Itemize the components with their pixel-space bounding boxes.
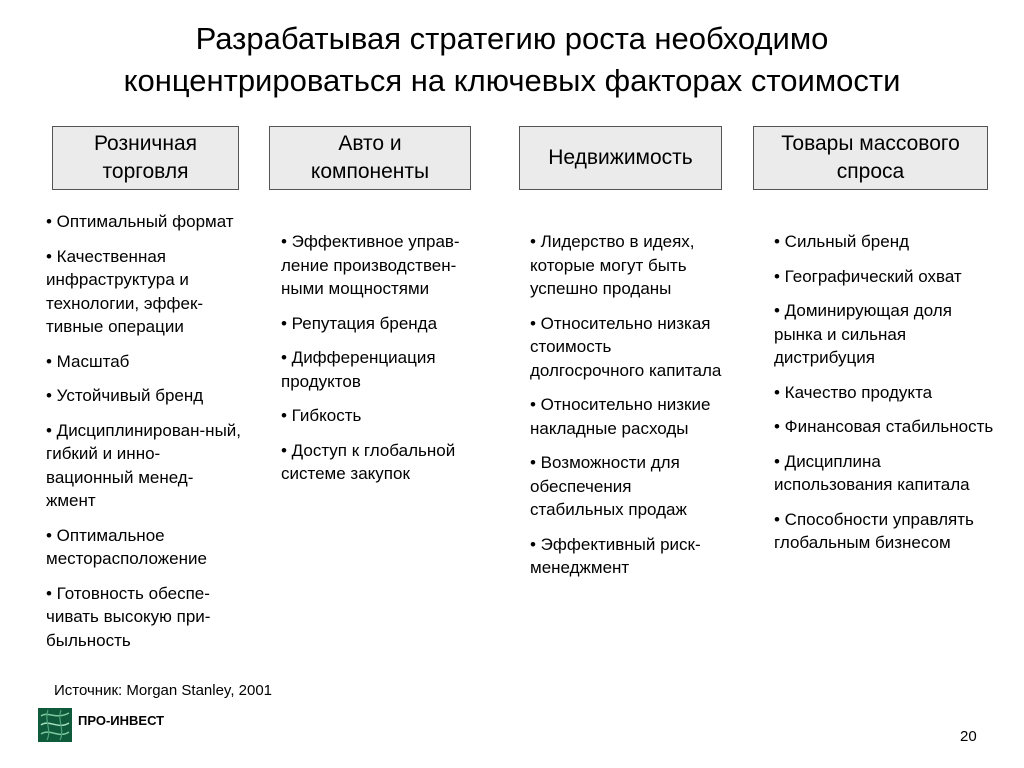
auto-list [281, 230, 497, 497]
list-item: • Дифференциация продуктов [281, 348, 436, 391]
header-retail-line-2: торговля [102, 160, 189, 183]
list-item: • Готовность обеспе-чивать высокую при-быльность [46, 583, 211, 650]
header-auto-line-1: Авто и [338, 132, 402, 155]
header-real-estate-line-1: Недвижимость [548, 146, 693, 169]
header-auto [269, 126, 471, 190]
list-item: • Качество продукта [774, 382, 933, 402]
list-item: • Возможности для обеспечения стабильных продаж [530, 453, 687, 519]
list-item: • Географический охват [774, 266, 962, 286]
logo-text: ПРО-ИНВЕСТ [78, 713, 165, 728]
slide-title [40, 18, 984, 102]
list-item: • Доступ к глобальной системе закупок [281, 440, 456, 483]
header-real-estate [519, 126, 722, 190]
page-number: 20 [960, 728, 977, 745]
list-item: • Эффективный риск-менеджмент [530, 534, 701, 577]
list-item: • Оптимальное месторасположение [46, 525, 207, 568]
list-item: • Дисциплинирован-ный, гибкий и инно-вационный менед-жмент [46, 420, 242, 510]
list-item: • Относительно низкая стоимость долгосрочного капитала [530, 313, 722, 380]
list-item: • Качественная инфраструктура и технологии, эффек-тивные операции [46, 246, 204, 336]
header-consumer-goods [753, 126, 988, 190]
list-item: • Лидерство в идеях, которые могут быть успешно проданы [530, 232, 695, 298]
list-item: • Устойчивый бренд [46, 386, 204, 405]
title-line-1: Разрабатывая стратегию роста необходимо [195, 21, 829, 56]
list-item: • Финансовая стабильность [774, 417, 994, 436]
consumer-goods-list [774, 230, 996, 566]
list-item: • Оптимальный формат [46, 212, 234, 231]
list-item: • Гибкость [281, 406, 362, 425]
list-item: • Репутация бренда [281, 313, 438, 333]
list-item: • Эффективное управ-ление производствен-ными мощностями [281, 232, 460, 298]
list-item: • Сильный бренд [774, 232, 910, 251]
logo-icon [38, 708, 72, 742]
list-item: • Относительно низкие накладные расходы [530, 395, 711, 438]
header-consumer-goods-line-1: Товары массового [781, 132, 960, 155]
header-auto-line-2: компоненты [310, 160, 430, 183]
source-note: Источник: Morgan Stanley, 2001 [54, 682, 273, 699]
title-line-2: концентрироваться на ключевых факторах стоимости [123, 63, 901, 98]
real-estate-list [530, 230, 726, 591]
header-consumer-goods-line-2: спроса [836, 160, 905, 183]
list-item: • Способности управлять глобальным бизнесом [774, 509, 974, 552]
retail-list [46, 210, 242, 663]
list-item: • Дисциплина использования капитала [774, 451, 970, 494]
header-retail [52, 126, 239, 190]
list-item: • Доминирующая доля рынка и сильная дистрибуция [774, 301, 952, 367]
list-item: • Масштаб [46, 351, 130, 371]
header-retail-line-1: Розничная [93, 132, 198, 155]
